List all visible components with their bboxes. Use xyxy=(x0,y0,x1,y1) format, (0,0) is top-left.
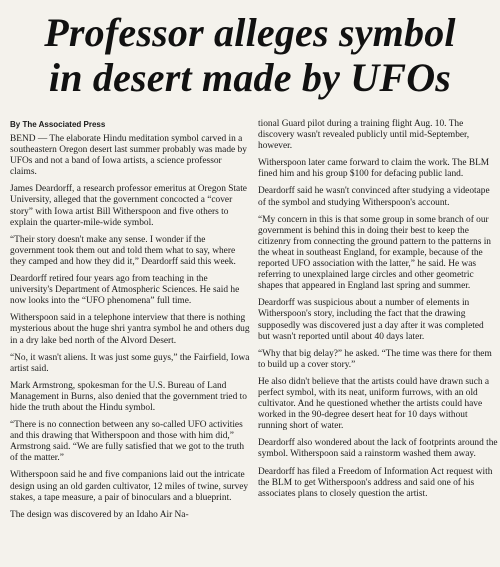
paragraph: Deardorff also wondered about the lack of footprints around the symbol. Witherspoon said a rainstorm washed them away. xyxy=(258,438,498,460)
article-column-left xyxy=(10,120,250,527)
paragraph: “No, it wasn't aliens. It was just some guys,” the Fairfield, Iowa artist said. xyxy=(10,352,250,374)
paragraph: “Their story doesn't make any sense. I wonder if the government took them out and told them what to say, where they camped and how they did it,” Deardorff said this week. xyxy=(10,234,236,267)
article-column-right xyxy=(258,119,498,506)
paragraph: Deardorff was suspicious about a number of elements in Witherspoon's story, including the fact that the drawing supposedly was discovered just a day after it was completed but wasn't reported until about 40 days later. xyxy=(258,298,484,342)
paragraph: Witherspoon later came forward to claim the work. The BLM fined him and his group $100 for defacing public land. xyxy=(258,158,490,180)
paragraph: Deardorff said he wasn't convinced after studying a videotape of the symbol and studying Witherspoon's account. xyxy=(258,186,490,208)
paragraph: Witherspoon said in a telephone interview that there is nothing mysterious about the huge shri yantra symbol he and others dug in a dry lake bed north of the Alvord Desert. xyxy=(10,313,250,346)
paragraph: Deardorff has filed a Freedom of Information Act request with the BLM to get Witherspoon's address and said one of his associates plans to closely question the artist. xyxy=(258,466,493,499)
paragraph: tional Guard pilot during a training flight Aug. 10. The discovery wasn't revealed publicly until mid-September, however. xyxy=(258,119,470,152)
paragraph: He also didn't believe that the artists could have drawn such a perfect symbol, with its neat, uniform furrows, with an old cultivator. And he questioned whether the artists could have worked in the 90-degree desert heat for 10 days without running short of water. xyxy=(258,376,490,432)
headline-line-1: Professor alleges symbol xyxy=(44,10,456,55)
paragraph: “There is no connection between any so-called UFO activities and this drawing that Witherspoon and those with him did,” Armstrong said. “We are fully satisfied that we got to the truth of the matter.” xyxy=(10,420,245,464)
byline: By The Associated Press xyxy=(10,120,106,129)
paragraph: Deardorff retired four years ago from teaching in the university's Department of Atmospheric Sciences. He said he now looks into the “UFO phenomena” full time. xyxy=(10,274,240,307)
paragraph: “My concern in this is that some group in some branch of our government is behind this in doing their best to keep the citizenry from connecting the ground pattern to the patterns in the wheat in southeast England, for example, because of the reported UFO association with the latter,” he said. He was referring to unexplained large circles and other geometric shapes that appeared in England last spring and summer. xyxy=(258,214,491,292)
paragraph: James Deardorff, a research professor emeritus at Oregon State University, alleged that the government concocted a “cover story” with Iowa artist Bill Witherspoon and five others to explain the quarter-mile-wide symbol. xyxy=(10,184,247,228)
headline xyxy=(0,10,500,100)
paragraph: “Why that big delay?” he asked. “The time was there for them to build up a cover story.” xyxy=(258,348,492,370)
paragraph: Witherspoon said he and five companions laid out the intricate design using an old garden cultivator, 12 miles of twine, survey stakes, a tape measure, a pair of binoculars and a blueprint. xyxy=(10,470,249,503)
paragraph: BEND — The elaborate Hindu meditation symbol carved in a southeastern Oregon desert last summer probably was made by UFOs and not a band of Iowa artists, a science professor claims. xyxy=(10,134,247,178)
headline-line-2: in desert made by UFOs xyxy=(48,55,452,100)
paragraph: The design was discovered by an Idaho Air Na- xyxy=(10,509,189,520)
paragraph: Mark Armstrong, spokesman for the U.S. Bureau of Land Management in Burns, also denied that the government tried to hide the truth about the Hindu symbol. xyxy=(10,380,247,413)
